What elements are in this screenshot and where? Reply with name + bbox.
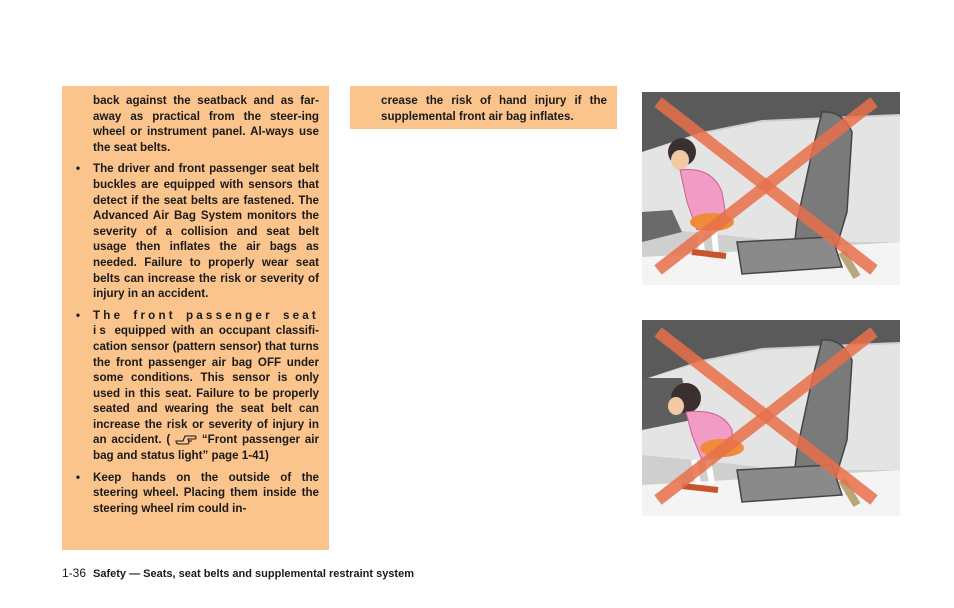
bullet-hands-on-wheel xyxy=(72,470,319,517)
bullet-text: Keep hands on the outside of the steering wheel. Placing them inside the steering wheel rim could in- xyxy=(93,470,319,515)
warning-continuation-text: crease the risk of hand injury if the supplemental front air bag inflates. xyxy=(381,94,607,123)
page-number: 1-36 xyxy=(62,566,87,580)
section-title: Safety — Seats, seat belts and supplemental restraint system xyxy=(93,568,414,580)
bullet-dot: • xyxy=(75,469,81,484)
warning-box-column-2 xyxy=(350,86,617,129)
illustration-child-leaning-forward xyxy=(642,92,900,285)
page-footer xyxy=(62,566,414,580)
bullet-text: The driver and front passenger seat belt buckles are equipped with sensors that detect if the seat belts are fastened. The Advanced Air Bag System monitors the severity of a collision and seat belt usage then inflates the air bags as needed. Failure to properly wear seat belts can increase the risk or severity of injury in an accident. xyxy=(93,162,319,301)
reference-link-text[interactable]: “Front passenger air bag and status light” page 1-41) xyxy=(93,433,319,463)
child-on-dashboard-illustration xyxy=(642,320,900,516)
bullet-dot: • xyxy=(75,307,81,322)
child-leaning-forward-illustration xyxy=(642,92,900,285)
bullet-occupant-sensor xyxy=(72,308,319,464)
bullet-lead-text: The front passenger seat is xyxy=(93,308,319,338)
illustration-child-head-on-dashboard xyxy=(642,320,900,516)
warning-box-column-1 xyxy=(62,86,329,550)
bullet-dot: • xyxy=(75,161,81,176)
warning-continuation-text: back against the seatback and as far-away as practical from the steer-ing wheel or instrument panel. Al-ways use the seat belts. xyxy=(93,94,319,154)
bullet-text: equipped with an occupant classifi-cation sensor (pattern sensor) that turns the front passenger air bag OFF under some conditions. This sensor is only used in this seat. Failure to be properly seated and wearing the seat belt can increase the risk or severity of injury in an accident. ( xyxy=(93,324,319,447)
bullet-seat-belt-sensors xyxy=(72,161,319,301)
pointing-hand-reference-icon xyxy=(175,433,197,445)
